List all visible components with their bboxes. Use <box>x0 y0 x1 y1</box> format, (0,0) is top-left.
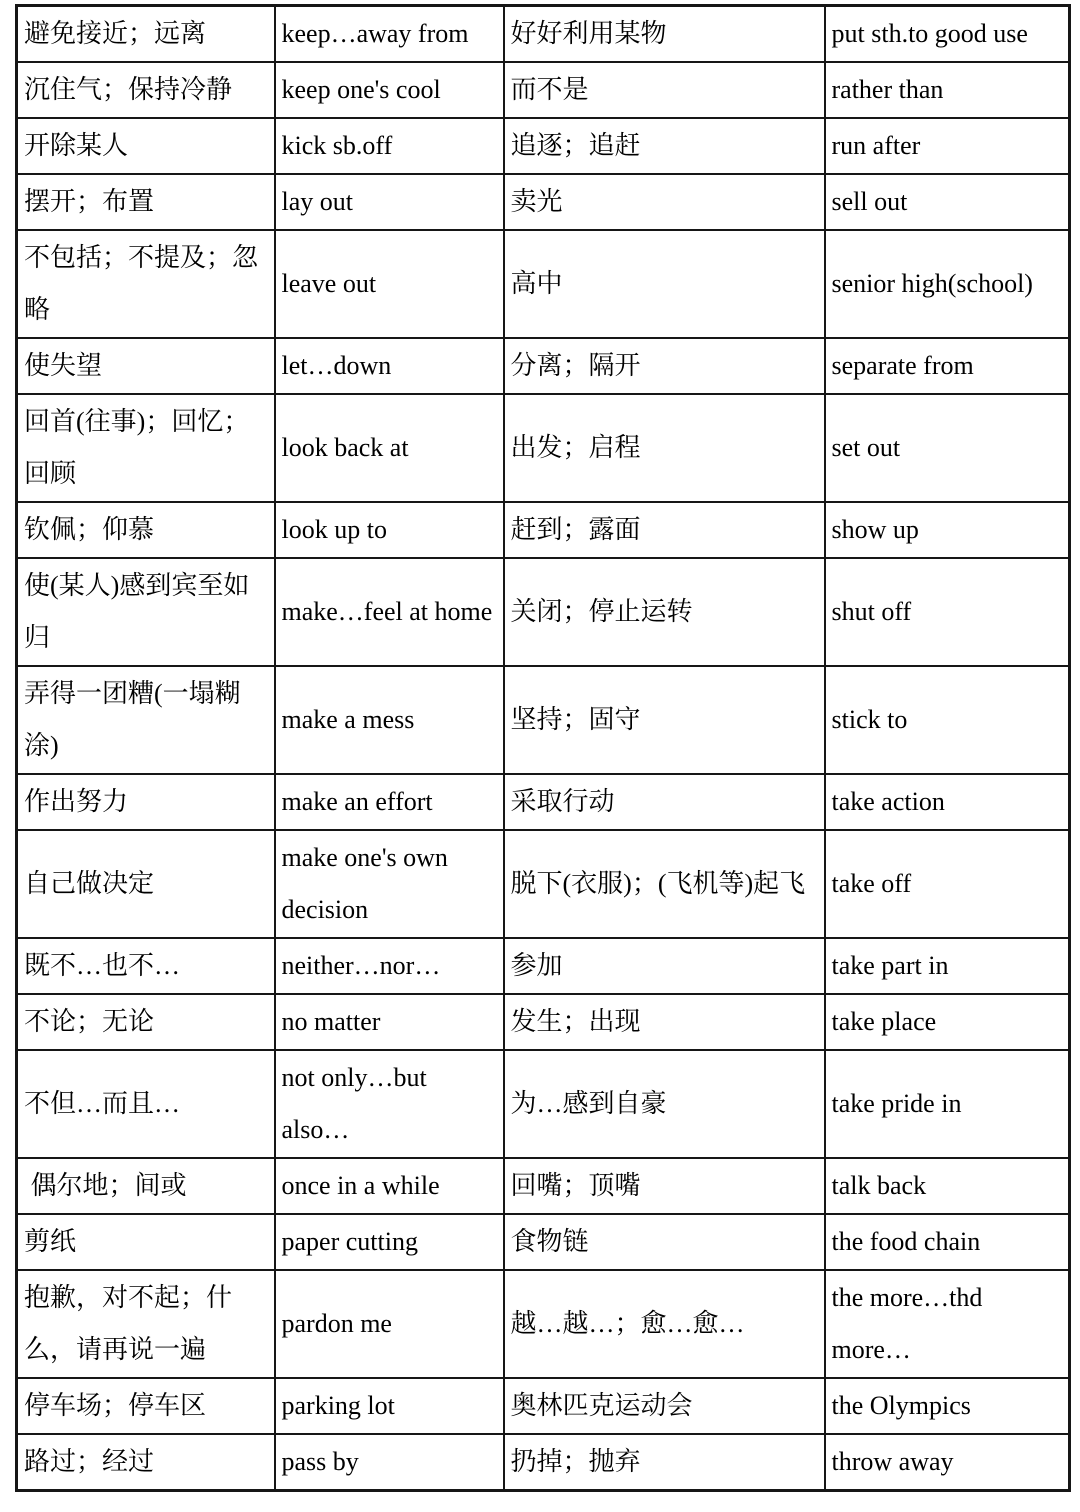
table-cell-english-phrase-1: paper cutting <box>275 1214 504 1270</box>
table-cell-english-phrase-2: the food chain <box>825 1214 1070 1270</box>
table-cell-chinese-meaning-2: 坚持；固守 <box>504 666 825 774</box>
table-cell-chinese-meaning-2: 发生；出现 <box>504 994 825 1050</box>
table-cell-chinese-meaning-1: 偶尔地；间或 <box>17 1158 275 1214</box>
table-cell-chinese-meaning-1: 路过；经过 <box>17 1434 275 1491</box>
table-cell-english-phrase-2: run after <box>825 118 1070 174</box>
table-row <box>17 1214 1070 1270</box>
table-row <box>17 1050 1070 1158</box>
table-cell-chinese-meaning-2: 好好利用某物 <box>504 6 825 63</box>
table-cell-chinese-meaning-2: 追逐；追赶 <box>504 118 825 174</box>
table-cell-chinese-meaning-2: 奥林匹克运动会 <box>504 1378 825 1434</box>
table-cell-chinese-meaning-1: 不论；无论 <box>17 994 275 1050</box>
table-cell-english-phrase-2: talk back <box>825 1158 1070 1214</box>
vocabulary-table <box>15 4 1071 1492</box>
table-cell-chinese-meaning-2: 采取行动 <box>504 774 825 830</box>
table-cell-english-phrase-1: keep…away from <box>275 6 504 63</box>
table-cell-english-phrase-1: lay out <box>275 174 504 230</box>
table-cell-english-phrase-1: once in a while <box>275 1158 504 1214</box>
table-cell-english-phrase-2: the more…thd more… <box>825 1270 1070 1378</box>
table-cell-chinese-meaning-1: 开除某人 <box>17 118 275 174</box>
table-cell-chinese-meaning-1: 沉住气；保持冷静 <box>17 62 275 118</box>
table-cell-english-phrase-1: pardon me <box>275 1270 504 1378</box>
table-cell-chinese-meaning-1: 回首(往事)；回忆；回顾 <box>17 394 275 502</box>
table-cell-english-phrase-1: let…down <box>275 338 504 394</box>
table-cell-chinese-meaning-2: 食物链 <box>504 1214 825 1270</box>
table-cell-chinese-meaning-1: 钦佩；仰慕 <box>17 502 275 558</box>
table-cell-chinese-meaning-2: 关闭；停止运转 <box>504 558 825 666</box>
table-cell-chinese-meaning-1: 作出努力 <box>17 774 275 830</box>
table-cell-chinese-meaning-2: 扔掉；抛弃 <box>504 1434 825 1491</box>
table-cell-english-phrase-1: look up to <box>275 502 504 558</box>
table-cell-chinese-meaning-2: 越…越…；愈…愈… <box>504 1270 825 1378</box>
table-cell-english-phrase-1: pass by <box>275 1434 504 1491</box>
table-row <box>17 1158 1070 1214</box>
table-row <box>17 558 1070 666</box>
table-row <box>17 1434 1070 1491</box>
table-cell-chinese-meaning-2: 卖光 <box>504 174 825 230</box>
table-cell-english-phrase-1: make one's own decision <box>275 830 504 938</box>
table-cell-english-phrase-2: take action <box>825 774 1070 830</box>
table-cell-chinese-meaning-1: 弄得一团糟(一塌糊涂) <box>17 666 275 774</box>
table-row <box>17 830 1070 938</box>
table-cell-chinese-meaning-1: 停车场；停车区 <box>17 1378 275 1434</box>
table-cell-english-phrase-2: stick to <box>825 666 1070 774</box>
table-row <box>17 774 1070 830</box>
table-row <box>17 118 1070 174</box>
table-cell-english-phrase-1: no matter <box>275 994 504 1050</box>
table-row <box>17 338 1070 394</box>
table-row <box>17 938 1070 994</box>
table-cell-english-phrase-2: take pride in <box>825 1050 1070 1158</box>
table-row <box>17 230 1070 338</box>
table-cell-english-phrase-2: throw away <box>825 1434 1070 1491</box>
table-cell-english-phrase-1: make…feel at home <box>275 558 504 666</box>
table-cell-chinese-meaning-2: 分离；隔开 <box>504 338 825 394</box>
table-cell-english-phrase-2: shut off <box>825 558 1070 666</box>
table-row <box>17 174 1070 230</box>
table-cell-english-phrase-2: set out <box>825 394 1070 502</box>
table-cell-chinese-meaning-1: 摆开；布置 <box>17 174 275 230</box>
table-cell-english-phrase-1: keep one's cool <box>275 62 504 118</box>
table-cell-english-phrase-2: separate from <box>825 338 1070 394</box>
table-cell-english-phrase-2: take place <box>825 994 1070 1050</box>
table-cell-chinese-meaning-1: 自己做决定 <box>17 830 275 938</box>
table-cell-chinese-meaning-1: 剪纸 <box>17 1214 275 1270</box>
table-cell-chinese-meaning-1: 不但…而且… <box>17 1050 275 1158</box>
table-cell-english-phrase-2: sell out <box>825 174 1070 230</box>
table-cell-chinese-meaning-1: 不包括；不提及；忽略 <box>17 230 275 338</box>
table-row <box>17 502 1070 558</box>
table-cell-english-phrase-2: take off <box>825 830 1070 938</box>
table-cell-chinese-meaning-2: 回嘴；顶嘴 <box>504 1158 825 1214</box>
table-row <box>17 6 1070 63</box>
vocabulary-table-body <box>17 6 1070 1491</box>
table-cell-english-phrase-2: rather than <box>825 62 1070 118</box>
table-cell-english-phrase-2: the Olympics <box>825 1378 1070 1434</box>
table-cell-english-phrase-1: look back at <box>275 394 504 502</box>
table-cell-english-phrase-1: leave out <box>275 230 504 338</box>
table-row <box>17 994 1070 1050</box>
table-row <box>17 666 1070 774</box>
table-cell-chinese-meaning-2: 高中 <box>504 230 825 338</box>
table-cell-chinese-meaning-2: 而不是 <box>504 62 825 118</box>
table-cell-english-phrase-1: make an effort <box>275 774 504 830</box>
table-cell-english-phrase-2: senior high(school) <box>825 230 1070 338</box>
table-cell-chinese-meaning-2: 脱下(衣服)；(飞机等)起飞 <box>504 830 825 938</box>
table-cell-chinese-meaning-1: 抱歉，对不起；什么，请再说一遍 <box>17 1270 275 1378</box>
table-row <box>17 62 1070 118</box>
table-cell-chinese-meaning-1: 使失望 <box>17 338 275 394</box>
table-cell-chinese-meaning-2: 为…感到自豪 <box>504 1050 825 1158</box>
table-cell-chinese-meaning-2: 参加 <box>504 938 825 994</box>
table-cell-chinese-meaning-1: 既不…也不… <box>17 938 275 994</box>
table-cell-english-phrase-1: kick sb.off <box>275 118 504 174</box>
table-cell-english-phrase-2: take part in <box>825 938 1070 994</box>
table-row <box>17 394 1070 502</box>
table-cell-chinese-meaning-2: 赶到；露面 <box>504 502 825 558</box>
table-cell-english-phrase-1: make a mess <box>275 666 504 774</box>
table-cell-english-phrase-1: parking lot <box>275 1378 504 1434</box>
table-cell-chinese-meaning-2: 出发；启程 <box>504 394 825 502</box>
table-cell-english-phrase-1: neither…nor… <box>275 938 504 994</box>
table-cell-english-phrase-2: show up <box>825 502 1070 558</box>
table-cell-english-phrase-1: not only…but also… <box>275 1050 504 1158</box>
table-row <box>17 1270 1070 1378</box>
table-row <box>17 1378 1070 1434</box>
table-cell-english-phrase-2: put sth.to good use <box>825 6 1070 63</box>
table-cell-chinese-meaning-1: 避免接近；远离 <box>17 6 275 63</box>
table-cell-chinese-meaning-1: 使(某人)感到宾至如归 <box>17 558 275 666</box>
